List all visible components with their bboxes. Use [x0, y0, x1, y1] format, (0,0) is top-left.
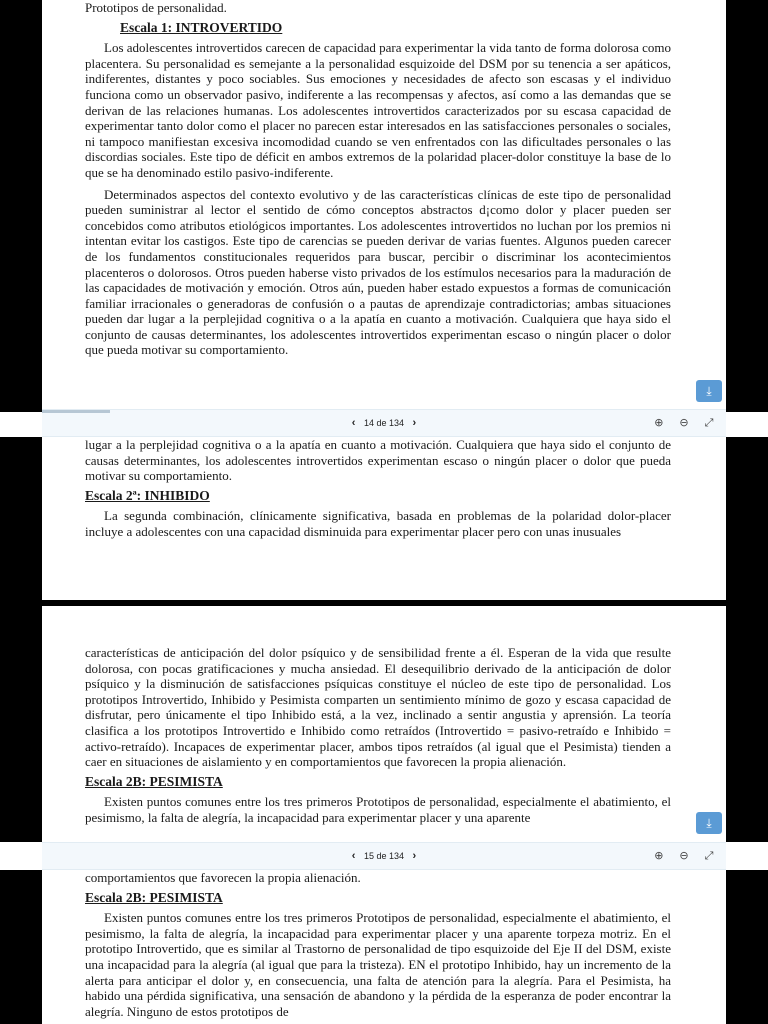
fullscreen-icon[interactable]: ⤢	[704, 850, 714, 862]
paragraph: características de anticipación del dolor psíquico y de sensibilidad frente a él. Esperan de la vida que resulte dolorosa, con pocas gratificaciones y mucha ansiedad. El desequilibrio derivado de la anticipación de dolor psíquico y la disminución de satisfacciones psíquicas constituye el núcleo de este tipo de personalidad. Los prototipos Introvertido, Inhibido y Pesimista comparten un sentimiento mínimo de gozo y escasa capacidad de disfrutar, pero únicamente el tipo Inhibido está, a la vez, inclinado a sentir angustia y aprensión. La teoría clasifica a los prototipos Introvertido e Inhibido como retraídos (Introvertido = pasivo-retraído e Inhibido = activo-retraído). Incapaces de experimentar placer, ambos tipos retraídos (al igual que el Pesimista) tienden a caer en situaciones de aislamiento y en comportamientos que favorecen la propia alienación.	[85, 645, 671, 770]
viewer-tools	[648, 849, 720, 863]
page-content-3	[85, 645, 671, 842]
right-margin	[726, 870, 768, 1024]
heading-introvertido: Escala 1: INTROVERTIDO	[120, 19, 283, 35]
right-margin	[726, 606, 768, 842]
left-margin	[0, 870, 42, 1024]
left-margin	[0, 0, 42, 412]
paragraph: Existen puntos comunes entre los tres primeros Prototipos de personalidad, especialmente el abatimiento, el pesimismo, la falta de alegría, la incapacidad para experimentar placer y una aparente	[85, 794, 671, 825]
paragraph: Determinados aspectos del contexto evolutivo y de las características clínicas de este tipo de personalidad pueden suministrar al lector el sentido de cómo conceptos abstractos d¡como dolor y placer pueden ser concebidos como atributos etiológicos importantes. Los adolescentes introvertidos no luchan por los premios ni intentan evitar los castigos. Este tipo de carencias se pueden derivar de varias fuentes. Algunos pueden carecer de los fundamentos constitucionales requeridos para buscar, percibir o discriminar los acontecimientos placenteros o dolorosos. Otros pueden haberse visto privados de los estímulos necesarios para la maduración de las capacidades de motivación y emoción. Otros aún, pueden haber estado expuestos a formas de comunicación familiar irracionales o generadoras de confusión o a pautas de aprendizaje contradictorias; ambas situaciones pueden dar lugar a la perplejidad cognitiva o a la apatía en cuanto a motivación. Cualquiera que haya sido el conjunto de causas determinantes, los adolescentes introvertidos experimentan escaso o ningún placer o dolor que pueda motivar su comportamiento.	[85, 186, 671, 358]
page-nav	[42, 417, 726, 429]
page-content-1	[85, 0, 671, 364]
paragraph: comportamientos que favorecen la propia alienación.	[85, 870, 361, 885]
paragraph: Los adolescentes introvertidos carecen de capacidad para experimentar la vida tanto de forma dolorosa como placentera. Su personalidad es semejante a la personalidad esquizoide del DSM por su tenencia a ser apáticos, indiferentes, distantes y poco sociables. Sus emociones y necesidades de afecto son escasas y el individuo funciona como un observador pasivo, indiferente a las recompensas y afectos, así como a las demandas que se derivan de las relaciones humanas. Los adolescentes introvertidos caracterizados por su escasa capacidad de experimentar tanto dolor como el placer no parecen estar interesados en las satisfacciones personales o sociales, ni tampoco manifiestan excesiva incomodidad cuando se ven enfrentados con las dificultades personales o las discordias sociales. Este tipo de déficit en ambos extremos de la polaridad placer-dolor constituye la base de lo que se ha denominado estilo pasivo-indiferente.	[85, 40, 671, 180]
prev-page-icon[interactable]: ‹	[351, 850, 356, 862]
paragraph: La segunda combinación, clínicamente significativa, basada en problemas de la polaridad dolor-placer incluye a adolescentes con una capacidad disminuida para experimentar placer pero con unas inusuales	[85, 508, 671, 539]
right-margin	[726, 437, 768, 603]
paragraph: Existen puntos comunes entre los tres primeros Prototipos de personalidad, especialmente el abatimiento, el pesimismo, la falta de alegría, la incapacidad para experimentar placer y una aparente torpeza motriz. En el prototipo Introvertido, que es similar al Trastorno de personalidad de tipo esquizoide del Eje II del DSM, existe una incapacidad para la alegría (al igual que para la tristeza). EN el prototipo Inhibido, hay un incremento de la alerta para anticipar el dolor y, en consecuencia, una falta de atención para la alegría. Para el Pesimista, ha habido una pérdida significativa, una sensación de abandono y la pérdida de la esperanza de poder encontrar la alegría. Ninguno de estos prototipos de	[85, 910, 671, 1019]
fullscreen-icon[interactable]: ⤢	[704, 417, 714, 429]
next-page-icon[interactable]: ›	[412, 850, 417, 862]
zoom-in-icon[interactable]: ⊕	[654, 417, 664, 429]
page-nav	[42, 850, 726, 862]
page-separator	[0, 600, 768, 606]
zoom-in-icon[interactable]: ⊕	[654, 850, 664, 862]
right-margin	[726, 0, 768, 412]
left-margin	[0, 437, 42, 603]
scroll-progress	[42, 410, 110, 413]
left-margin	[0, 606, 42, 842]
prev-page-icon[interactable]: ‹	[351, 417, 356, 429]
page-navigation-bar	[42, 842, 726, 870]
top-line: Prototipos de personalidad.	[85, 0, 227, 15]
next-page-icon[interactable]: ›	[412, 417, 417, 429]
heading-pesimista: Escala 2B: PESIMISTA	[85, 773, 223, 789]
zoom-out-icon[interactable]: ⊖	[679, 850, 689, 862]
heading-pesimista: Escala 2B: PESIMISTA	[85, 889, 223, 905]
heading-inhibido: Escala 2ª: INHIBIDO	[85, 487, 210, 503]
page-indicator: 14 de 134	[363, 418, 405, 428]
page-content-4	[85, 870, 671, 1024]
download-icon[interactable]: ⤓	[696, 812, 722, 834]
zoom-out-icon[interactable]: ⊖	[679, 417, 689, 429]
page-navigation-bar	[42, 409, 726, 437]
paragraph: lugar a la perplejidad cognitiva o a la apatía en cuanto a motivación. Cualquiera que haya sido el conjunto de causas determinantes, los adolescentes introvertidos experimentan escaso o ningún placer o dolor que pueda motivar su comportamiento.	[85, 437, 671, 484]
page-content-2	[85, 437, 671, 546]
page-indicator: 15 de 134	[363, 851, 405, 861]
viewer-tools	[648, 416, 720, 430]
download-icon[interactable]: ⤓	[696, 380, 722, 402]
